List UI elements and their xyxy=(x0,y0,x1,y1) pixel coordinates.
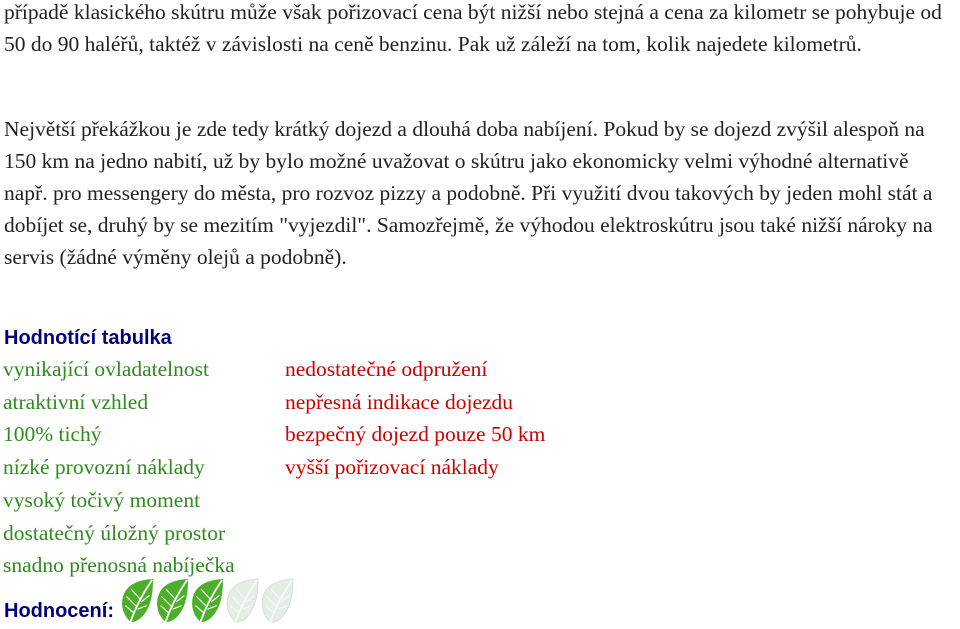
pro-item: nízké provozní náklady xyxy=(3,455,205,480)
pro-item: vysoký točivý moment xyxy=(3,487,201,512)
rating-row xyxy=(4,576,293,626)
con-item: nedostatečné odpružení xyxy=(285,357,488,381)
con-item: vyšší pořizovací náklady xyxy=(285,455,499,480)
article-paragraph: Největší překážkou je zde tedy krátký dojezd a dlouhá doba nabíjení. Pokud by se dojezd zvýšil alespoň na 150 km na jedno nabití, už by bylo možné uvažovat o skútru jako ekonomicky velmi výhodné alternativě např. pro messengery do města, pro rozvoz pizzy a podobně. Při využití dvou takových by jeden mohl stát a dobíjet se, druhý by se mezitím "vyjezdil". Samozřejmě, že výhodou elektroskútru jsou také nižší nároky na servis (žádné výměny olejů a podobně). xyxy=(4,117,933,269)
leaf-icon xyxy=(223,578,260,624)
rating-table-title: Hodnotící tabulka xyxy=(4,327,172,349)
pros-list xyxy=(3,353,235,582)
con-item: nepřesná indikace dojezdu xyxy=(285,389,514,414)
cons-list xyxy=(285,353,545,484)
article-paragraph: případě klasického skútru může však pořizovací cena být nižší nebo stejná a cena za kilometr se pohybuje od 50 do 90 haléřů, taktéž v závislosti na ceně benzinu. Pak už záleží na tom, kolik najedete kilometrů. xyxy=(4,0,942,56)
pro-item: dostatečný úložný prostor xyxy=(3,520,226,545)
con-item: bezpečný dojezd pouze 50 km xyxy=(285,422,546,447)
pro-item: atraktivní vzhled xyxy=(3,389,149,414)
rating-label: Hodnocení: xyxy=(4,600,114,622)
pro-item: snadno přenosná nabíječka xyxy=(3,553,235,578)
rating-leaves xyxy=(118,578,293,624)
leaf-icon xyxy=(153,578,190,624)
leaf-icon xyxy=(118,578,155,624)
leaf-icon xyxy=(188,578,225,624)
pro-item: 100% tichý xyxy=(3,422,102,447)
leaf-icon xyxy=(258,578,295,624)
pro-item: vynikající ovladatelnost xyxy=(3,357,209,381)
